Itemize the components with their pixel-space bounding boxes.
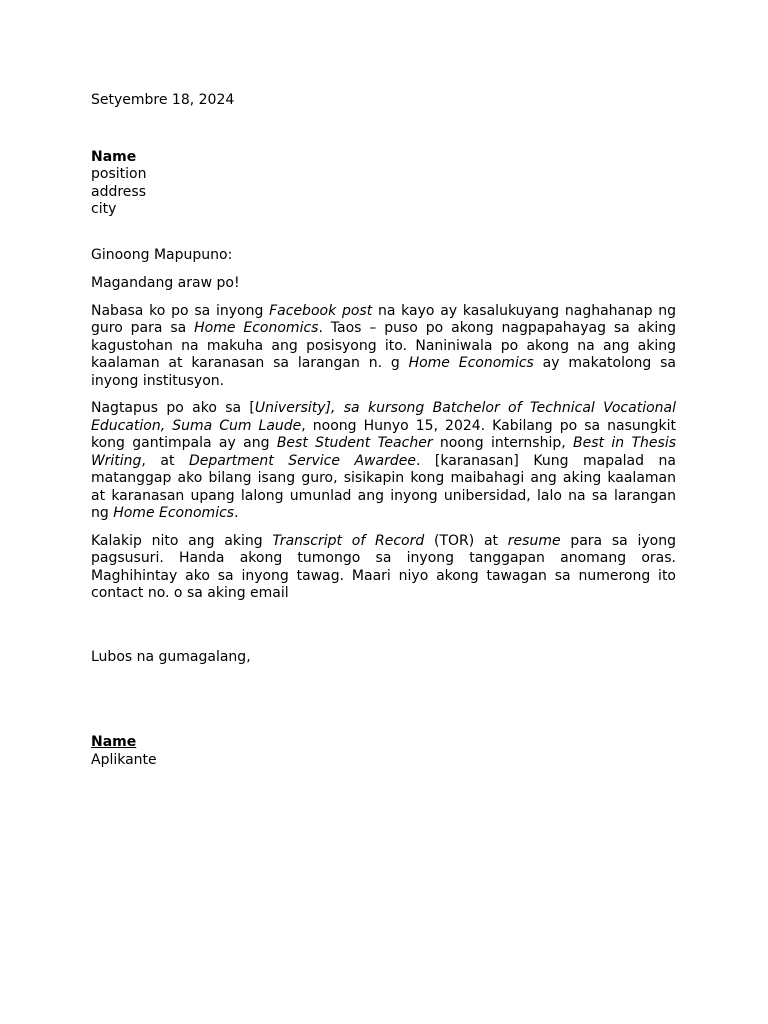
paragraph-2 <box>91 400 676 523</box>
paragraph-2-text: Nagtapus po ako sa [ <box>91 400 255 416</box>
paragraph-2-text: , noong Hunyo 15, 2024. Kabilang po sa nasungkit kong gantimpala ay ang <box>91 417 677 451</box>
paragraph-1-text: . Taos – puso po akong nagpapahayag sa aking kagustohan na makuha ang posisyong ito. Naniniwala po akong na ang aking kaalaman at karanasan sa larangan n. g <box>91 320 676 371</box>
paragraph-2-text: . [karanasan] Kung mapalad na matanggap ako bilang isang guro, sisikapin kong maibahagi ang aking kaalaman at karanasan upang lalong umunlad ang inyong unibersidad, lalo na sa larangan ng <box>91 452 676 521</box>
recipient-position: position <box>91 166 147 182</box>
paragraph-1-italic: Home Economics <box>408 355 534 371</box>
recipient-block <box>91 149 676 219</box>
paragraph-1-italic: Home Economics <box>194 320 319 336</box>
recipient-address: address <box>91 183 147 200</box>
letter-body <box>91 92 676 769</box>
paragraph-2-italic: Best Student Teacher <box>276 435 433 451</box>
paragraph-3-italic: resume <box>507 532 561 549</box>
paragraph-2-italic: Department Service Awardee <box>188 452 416 469</box>
signature-title: Aplikante <box>91 751 157 768</box>
paragraph-3-text: (TOR) at <box>424 532 508 549</box>
paragraph-2-text: , at <box>141 452 189 469</box>
paragraph-1 <box>91 303 676 391</box>
paragraph-2-text: noong internship, <box>432 435 574 451</box>
paragraph-2-italic: University], sa kursong Batchelor of Technical Vocational Education, Suma Cum Laude <box>91 400 676 434</box>
paragraph-1-italic: Facebook post <box>269 302 373 319</box>
paragraph-3-italic: Transcript of Record <box>272 532 425 549</box>
signature-block <box>91 734 676 769</box>
paragraph-3-text: Kalakip nito ang aking <box>91 532 273 549</box>
letter-date: Setyembre 18, 2024 <box>91 92 235 108</box>
paragraph-2-text: . <box>234 505 239 521</box>
greeting: Magandang araw po! <box>91 275 240 291</box>
recipient-city: city <box>91 201 117 217</box>
paragraph-1-text: ay makatolong sa inyong institusyon. <box>91 355 677 389</box>
paragraph-3-text: para sa iyong pagsusuri. Handa akong tumongo sa inyong tanggapan anomang oras. Maghihintay ako sa inyong tawag. Maari niyo akong tawagan sa numerong ito contact no. o sa aking email <box>91 532 676 601</box>
paragraph-2-italic: Best in Thesis Writing <box>91 435 677 469</box>
paragraph-3 <box>91 533 676 603</box>
paragraph-2-italic: Home Economics <box>113 505 235 521</box>
paragraph-1-text: na kayo ay kasalukuyang naghahanap ng guro para sa <box>91 302 676 336</box>
salutation: Ginoong Mapupuno: <box>91 246 233 263</box>
signature-name: Name <box>91 734 137 750</box>
paragraph-1-text: Nabasa ko po sa inyong <box>91 302 270 319</box>
closing: Lubos na gumagalang, <box>91 648 251 665</box>
recipient-name: Name <box>91 148 137 165</box>
